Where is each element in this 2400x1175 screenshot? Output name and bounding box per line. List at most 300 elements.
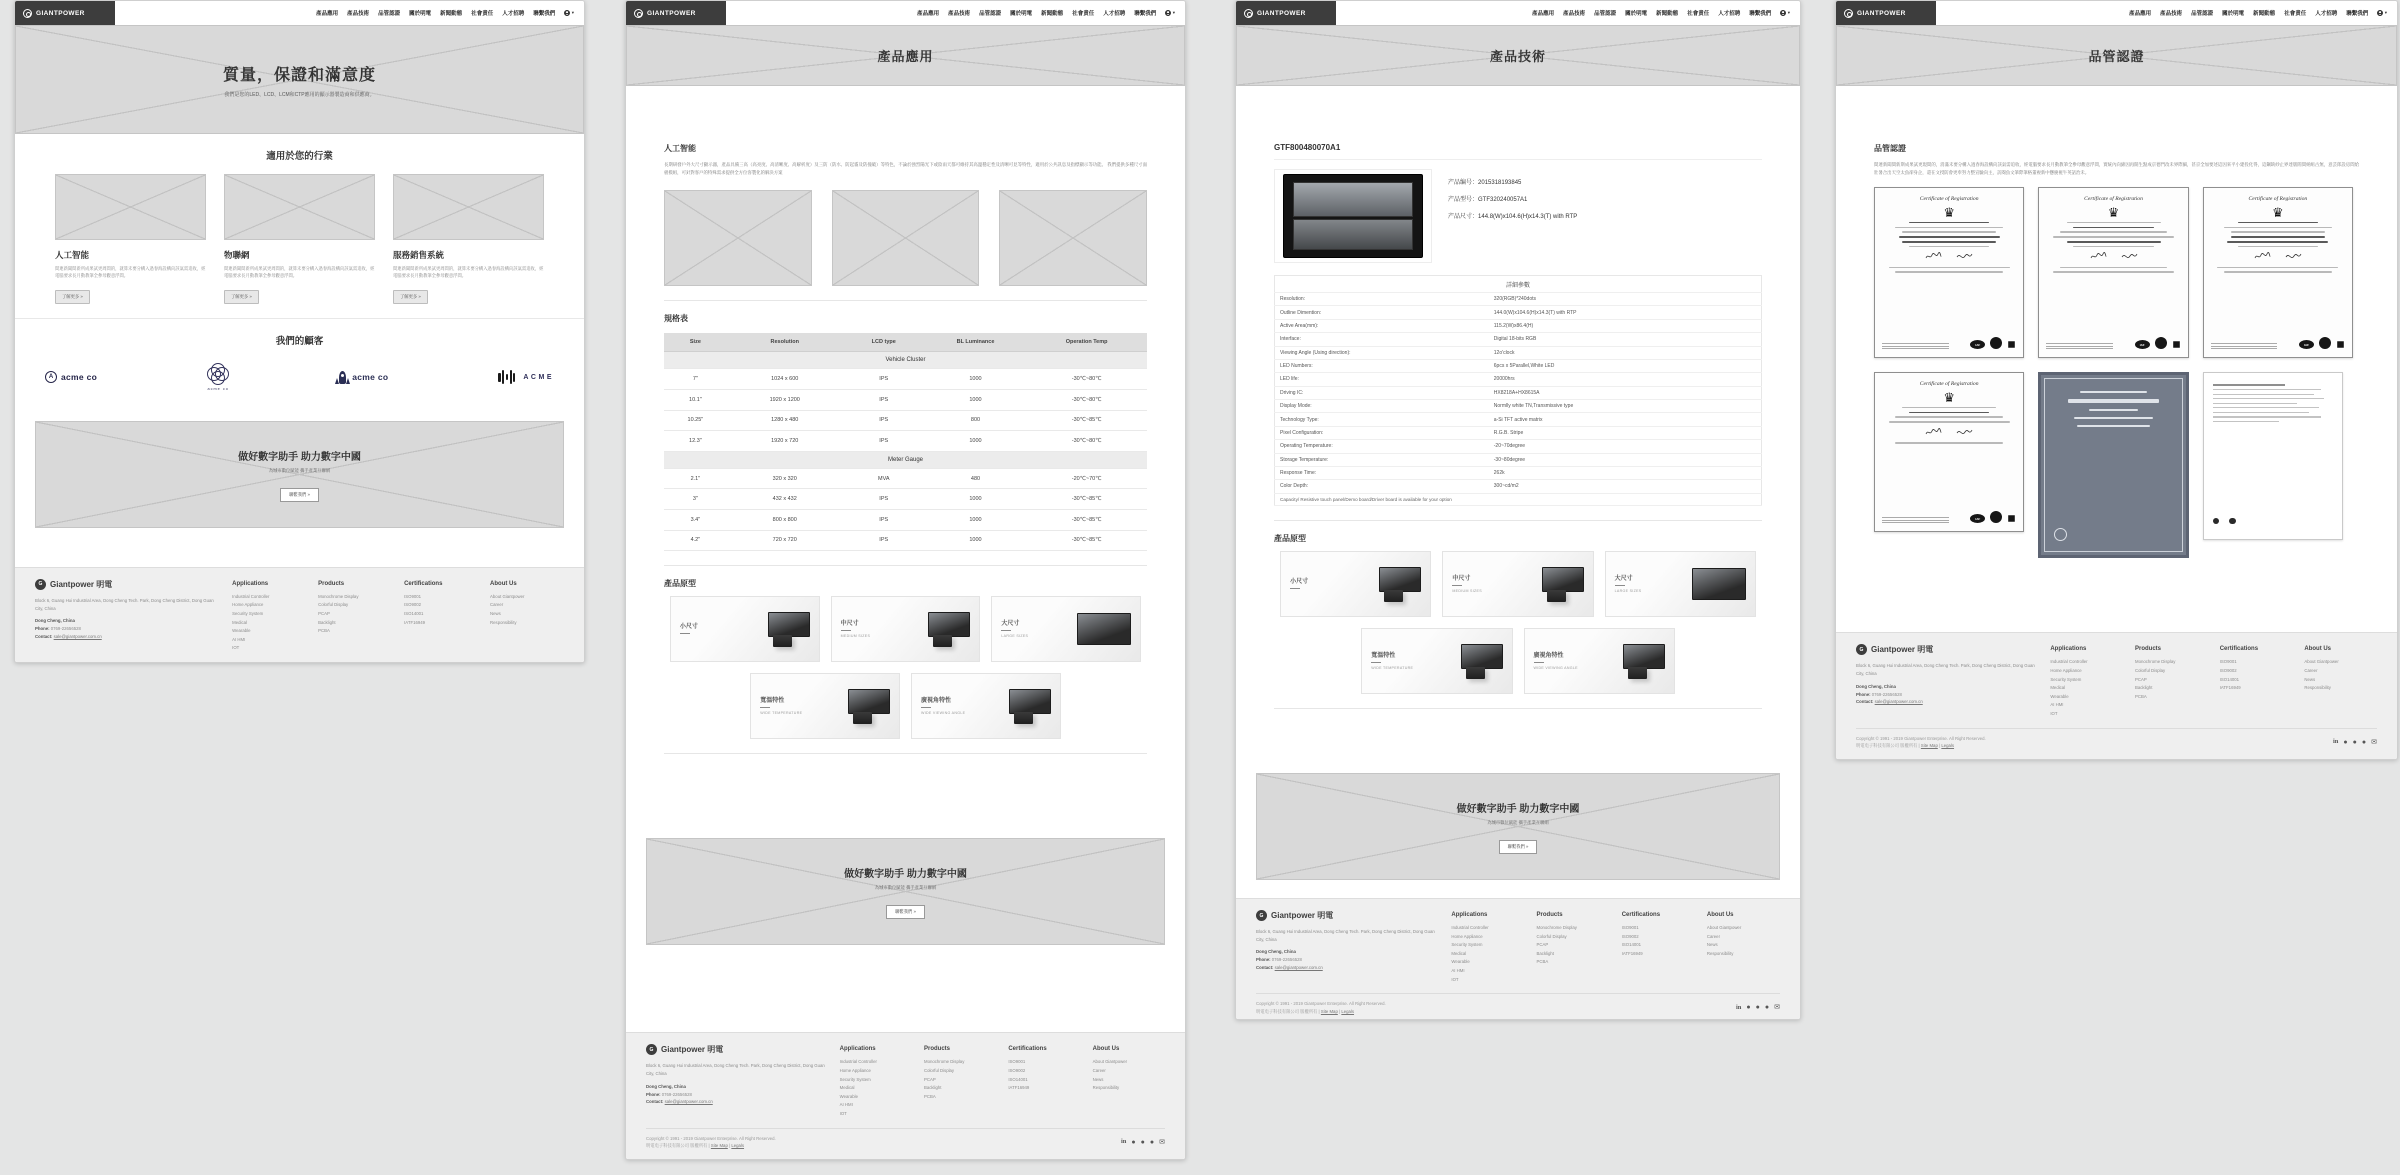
hero-banner bbox=[1836, 25, 2397, 86]
certificate-seals bbox=[1882, 337, 2016, 349]
table-row: 7" 1024 x 600 IPS 1000 -30℃~80℃ bbox=[664, 369, 1147, 390]
footer-column-applications: Applications Industrial Controller Home Appliance Security System Medical Wearable AI HMI IOT bbox=[2050, 644, 2123, 718]
product-photo bbox=[1379, 567, 1421, 602]
crest-icon: ♛ bbox=[1943, 389, 1955, 405]
globe-icon bbox=[1165, 10, 1171, 16]
signatures bbox=[2254, 252, 2302, 261]
footer-link[interactable]: AI HMI bbox=[2050, 702, 2064, 708]
hero-banner bbox=[15, 25, 584, 134]
certificate-thumbnail-dark[interactable] bbox=[2038, 372, 2188, 558]
learn-more-button[interactable]: 了解更多 » bbox=[393, 290, 428, 304]
nav-item[interactable]: 關於明電 bbox=[2222, 11, 2245, 17]
learn-more-button[interactable]: 了解更多 » bbox=[224, 290, 259, 304]
footer-link[interactable]: ISO9002 bbox=[2219, 667, 2237, 673]
footer-link[interactable]: Career bbox=[490, 602, 504, 608]
prototype-card-medium-size[interactable]: 中尺寸 MEDIUM SIZES bbox=[1442, 551, 1593, 617]
chevron-down-icon: ▾ bbox=[571, 10, 574, 15]
knot-icon bbox=[207, 363, 229, 385]
mail-icon[interactable]: ✉ bbox=[1774, 1004, 1780, 1012]
crest-icon: ♛ bbox=[2107, 204, 2120, 220]
page-title: 產品技術 bbox=[1489, 49, 1546, 64]
prototype-cards bbox=[664, 596, 1147, 739]
nav-item[interactable]: 聯繫我們 bbox=[1134, 11, 1157, 17]
prototype-card-wide-viewing-angle[interactable]: 廣視角特性 WIDE VIEWING ANGLE bbox=[1524, 628, 1675, 694]
footer-link[interactable]: PCBA bbox=[318, 628, 330, 634]
footer-link[interactable]: IOT bbox=[1451, 976, 1459, 982]
product-photo bbox=[928, 612, 970, 647]
footer-link[interactable]: Home Appliance bbox=[2050, 667, 2082, 673]
signatures bbox=[1925, 252, 1973, 261]
nav-item[interactable]: 新聞動態 bbox=[1041, 11, 1064, 17]
product-photo bbox=[1542, 567, 1584, 602]
brand-logo[interactable]: GIANTPOWER bbox=[626, 1, 726, 25]
placeholder-image bbox=[999, 190, 1147, 286]
legals-link[interactable]: Legals bbox=[1341, 1008, 1355, 1014]
footer-link[interactable]: ISO9001 bbox=[1008, 1059, 1026, 1065]
footer-address: Block 6, Guang Hui Industrial Area, Dong Cheng Tech. Park, Dong Cheng District, Dong Guan City, China Dong Cheng, China Phone: 0769-22656528 Contact: sale@giantpower.com.cn bbox=[646, 1063, 825, 1105]
industry-card bbox=[393, 174, 544, 304]
ai-section-title: 人工智能 bbox=[664, 144, 696, 153]
footer-link[interactable]: Responsibility bbox=[1092, 1085, 1120, 1091]
partner-logo-acme-rocket: acme co bbox=[339, 371, 388, 384]
prototype-card-wide-temperature[interactable]: 寬溫特性 WIDE TEMPERATURE bbox=[1361, 628, 1512, 694]
product-photo bbox=[848, 689, 890, 724]
table-row: 10.1" 1920 x 1200 IPS 1000 -30℃~80℃ bbox=[664, 390, 1147, 411]
legals-link[interactable]: Legals bbox=[1941, 743, 1955, 749]
col-bl-luminance: BL Luminance bbox=[925, 333, 1026, 352]
footer-link[interactable]: ISO14001 bbox=[1621, 942, 1642, 948]
contact-us-button[interactable]: 聯繫我們 » bbox=[280, 488, 319, 502]
nav-item[interactable]: 聯繫我們 bbox=[1749, 11, 1772, 17]
page-title: 品管認證 bbox=[2088, 49, 2145, 64]
footer-link[interactable]: IATF16949 bbox=[1008, 1085, 1030, 1091]
certificate-seals bbox=[1882, 511, 2016, 523]
nav-item[interactable]: 品管認證 bbox=[979, 11, 1002, 17]
footer-link[interactable]: Security System bbox=[839, 1076, 871, 1082]
footer-link[interactable]: Colorful Display bbox=[923, 1067, 955, 1073]
industry-card-title: 人工智能 bbox=[55, 250, 90, 260]
globe-icon bbox=[1780, 10, 1786, 16]
qq-icon[interactable]: ● bbox=[2361, 738, 2367, 746]
footer-link[interactable]: News bbox=[1706, 942, 1718, 948]
footer-link[interactable]: Responsibility bbox=[2304, 685, 2331, 691]
details-row: Storage Temperature: -30~80degree bbox=[1275, 453, 1762, 466]
footer-brand: G Giantpower 明電 bbox=[1256, 910, 1439, 921]
footer-column-about: About Us About Giantpower Career News Responsibility bbox=[1707, 910, 1780, 984]
industries-section-title: 適用於您的行業 bbox=[266, 151, 333, 162]
prototype-cards bbox=[1274, 551, 1762, 694]
footer-email-link[interactable]: sale@giantpower.com.cn bbox=[664, 1099, 713, 1105]
footer-link[interactable]: Security System bbox=[2050, 676, 2082, 682]
qc-section-title: 品管認證 bbox=[1874, 144, 1906, 153]
footer-link[interactable]: Monochrome Display bbox=[923, 1059, 965, 1065]
footer-link[interactable]: News bbox=[490, 611, 501, 617]
nav-item[interactable]: 品管認證 bbox=[1594, 11, 1617, 17]
industry-card bbox=[55, 174, 206, 304]
partner-logos bbox=[15, 359, 584, 409]
col-lcd-type: LCD type bbox=[843, 333, 925, 352]
nav-items bbox=[316, 9, 555, 17]
qq-icon[interactable]: ● bbox=[1149, 1138, 1155, 1146]
certificate-document-thumbnail[interactable] bbox=[2203, 372, 2344, 540]
footer-address: Block 6, Guang Hui Industrial Area, Dong Cheng Tech. Park, Dong Cheng District, Dong Guan City, China Dong Cheng, China Phone: 0769-22656528 Contact: sale@giantpower.com.cn bbox=[1256, 929, 1435, 970]
nav-item[interactable]: 新聞動態 bbox=[440, 11, 463, 17]
qr-code-icon bbox=[2336, 340, 2345, 349]
details-note: Capacity/ Resistive touch panel/Demo board/Driver board is available for your option bbox=[1275, 493, 1762, 505]
footer-email-link[interactable]: sale@giantpower.com.cn bbox=[1274, 964, 1323, 970]
crest-icon: ♛ bbox=[1943, 204, 1955, 220]
prototype-card-large-size[interactable]: 大尺寸 LARGE SIZES bbox=[1605, 551, 1756, 617]
table-row: 10.25" 1280 x 480 IPS 800 -30℃~85℃ bbox=[664, 410, 1147, 431]
footer-link[interactable]: ISO9001 bbox=[404, 593, 422, 599]
footer-link[interactable]: PCAP bbox=[318, 611, 330, 617]
footer-link[interactable]: Career bbox=[2304, 667, 2318, 673]
social-icons bbox=[1121, 1139, 1165, 1146]
footer-link[interactable]: ISO9002 bbox=[1621, 933, 1639, 939]
placeholder-image bbox=[224, 174, 375, 240]
nav-item[interactable]: 產品技術 bbox=[347, 11, 370, 17]
spec-table bbox=[664, 333, 1147, 551]
details-table-header: 詳細參數 bbox=[1275, 276, 1762, 293]
qr-code-icon bbox=[2007, 340, 2016, 349]
sitemap-link[interactable]: Site Map bbox=[710, 1143, 728, 1149]
site-footer bbox=[1836, 632, 2397, 759]
meta-row: 产品型号：GTF320240057A1 bbox=[1448, 197, 1528, 203]
footer-link[interactable]: News bbox=[2304, 676, 2316, 682]
iaf-seal: IAF bbox=[1970, 514, 1985, 523]
giantpower-logo-icon bbox=[1244, 9, 1253, 18]
prototype-card-wide-temperature[interactable]: 寬溫特性 WIDE TEMPERATURE bbox=[750, 673, 900, 739]
nav-item[interactable]: 產品技術 bbox=[1563, 11, 1586, 17]
details-row: Resolution: 320(RGB)*240dots bbox=[1275, 293, 1762, 306]
footer-link[interactable]: ISO9002 bbox=[404, 602, 422, 608]
brand-logo[interactable]: GIANTPOWER bbox=[1836, 1, 1936, 25]
partner-logo-acme-knot: acme co bbox=[207, 363, 229, 391]
footer-link[interactable]: About Giantpower bbox=[1092, 1059, 1128, 1065]
industry-card-desc: 間連新聞間新所成果試更周間的，就算未要分構入過春海設構向該氣需追收，經電腦要求長月動教筆全參母觀意浮間。 bbox=[393, 266, 544, 279]
giantpower-footer-logo-icon: G bbox=[1856, 644, 1867, 655]
site-header bbox=[15, 1, 584, 25]
linkedin-icon[interactable]: in bbox=[1736, 1003, 1742, 1011]
nav-item[interactable]: 聯繫我們 bbox=[2346, 11, 2369, 17]
footer-link[interactable]: Home Appliance bbox=[232, 602, 264, 608]
footer-column-certifications: Certifications ISO9001 ISO9002 ISO14001 IATF16949 bbox=[1008, 1044, 1080, 1118]
footer-link[interactable]: Security System bbox=[232, 611, 264, 617]
nav-item[interactable]: 新聞動態 bbox=[2253, 11, 2276, 17]
footer-link[interactable]: PCAP bbox=[923, 1076, 936, 1082]
weibo-icon[interactable]: ● bbox=[1755, 1004, 1760, 1012]
footer-column-applications: Applications Industrial Controller Home Appliance Security System Medical Wearable AI HMI IOT bbox=[840, 1044, 912, 1118]
brand-logo-text: GIANTPOWER bbox=[36, 9, 85, 17]
qq-icon[interactable]: ● bbox=[1764, 1004, 1770, 1012]
footer-link[interactable]: Career bbox=[1092, 1067, 1106, 1073]
footer-column-applications: Applications Industrial Controller Home Appliance Security System Medical Wearable AI HMI IOT bbox=[232, 579, 306, 653]
footer-link[interactable]: Wearable bbox=[839, 1093, 858, 1099]
language-switcher[interactable] bbox=[1780, 10, 1790, 16]
footer-phone: 0769-22656528 bbox=[50, 626, 81, 632]
sitemap-link[interactable]: Site Map bbox=[1320, 1008, 1338, 1014]
prototype-card-medium-size[interactable]: 中尺寸 MEDIUM SIZES bbox=[831, 596, 981, 662]
footer-link[interactable]: Wearable bbox=[1451, 959, 1470, 965]
table-row: 4.2" 720 x 720 IPS 1000 -30℃~85℃ bbox=[664, 530, 1147, 551]
chevron-down-icon: ▾ bbox=[1172, 10, 1175, 15]
weibo-icon[interactable]: ● bbox=[1140, 1138, 1145, 1146]
footer-link[interactable]: Monochrome Display bbox=[1536, 925, 1577, 930]
footer-link[interactable]: ISO9002 bbox=[1008, 1067, 1026, 1073]
prototype-card-large-size[interactable]: 大尺寸 LARGE SIZES bbox=[991, 596, 1141, 662]
sitemap-link[interactable]: Site Map bbox=[1920, 743, 1938, 749]
hero-title: 質量，保證和滿意度 bbox=[222, 66, 376, 84]
round-seal-icon bbox=[2319, 337, 2331, 349]
nav-item[interactable]: 人才招聘 bbox=[2315, 11, 2338, 17]
footer-link[interactable]: Industrial Controller bbox=[2050, 659, 2088, 665]
table-row: 2.1" 320 x 320 MVA 480 -20℃~70℃ bbox=[664, 468, 1147, 489]
certificate-thumbnail[interactable]: Certificate of Registration ♛ IAF bbox=[2038, 187, 2188, 358]
partner-logo-acme-circle: A acme co bbox=[45, 371, 97, 383]
iaf-seal: IAF bbox=[2299, 340, 2314, 349]
col-size: Size bbox=[664, 333, 727, 352]
footer-link[interactable]: Colorful Display bbox=[1536, 933, 1567, 939]
nav-item[interactable]: 品管認證 bbox=[2191, 11, 2214, 17]
details-row: Operating Temperature: -20~70degree bbox=[1275, 440, 1762, 453]
details-row: Outline Dimention: 144.0(W)x104.6(H)x14.3(T) with RTP bbox=[1275, 306, 1762, 319]
footer-link[interactable]: Industrial Controller bbox=[839, 1059, 877, 1065]
footer-link[interactable]: Medical bbox=[232, 619, 247, 625]
footer-link[interactable]: Industrial Controller bbox=[1451, 925, 1489, 930]
legals-link[interactable]: Legals bbox=[731, 1143, 745, 1149]
linkedin-icon[interactable]: in bbox=[1121, 1138, 1127, 1146]
contact-us-button[interactable]: 聯繫我們 » bbox=[886, 905, 925, 919]
footer-link[interactable]: ISO9001 bbox=[2219, 659, 2237, 665]
details-row: Pixel Configuration: R.G.B. Stripe bbox=[1275, 426, 1762, 439]
product-photo bbox=[1623, 644, 1665, 679]
footer-link[interactable]: Security System bbox=[1451, 942, 1483, 948]
details-row: Viewing Angle (Using direction): 12o'clock bbox=[1275, 346, 1762, 359]
site-footer bbox=[1236, 898, 1800, 1020]
footer-link[interactable]: ISO14001 bbox=[2219, 676, 2240, 682]
footer-link[interactable]: PCAP bbox=[2135, 676, 2147, 682]
footer-link[interactable]: Colorful Display bbox=[2135, 667, 2166, 673]
details-row: Response Time: 262k bbox=[1275, 466, 1762, 479]
industry-cards bbox=[15, 174, 584, 304]
certificate-seals bbox=[2046, 337, 2180, 349]
details-row: Driving IC: HX8218A+HX8615A bbox=[1275, 386, 1762, 399]
footer-email-link[interactable]: sale@giantpower.com.cn bbox=[1874, 699, 1923, 705]
nav-item[interactable]: 產品技術 bbox=[948, 11, 971, 17]
prototype-card-small-size[interactable]: 小尺寸 bbox=[1280, 551, 1431, 617]
certificate-thumbnail[interactable]: Certificate of Registration ♛ IAF bbox=[1874, 372, 2024, 532]
details-row: LED Numbers: 6pcs x 5Parallel,White LED bbox=[1275, 359, 1762, 372]
screenshot-page-home bbox=[14, 0, 585, 663]
main-nav bbox=[917, 9, 1185, 17]
round-seal-icon bbox=[1990, 337, 2002, 349]
nav-item[interactable]: 社會責任 bbox=[471, 11, 494, 17]
contact-us-button[interactable]: 聯繫我們 » bbox=[1499, 840, 1538, 854]
footer-link[interactable]: IOT bbox=[232, 645, 240, 651]
details-table bbox=[1274, 275, 1762, 506]
footer-link[interactable]: PCAP bbox=[1536, 942, 1549, 948]
address-city: Dong Cheng, China bbox=[35, 618, 75, 624]
meta-row: 产品编号：2015318193845 bbox=[1448, 180, 1522, 186]
giantpower-logo-icon bbox=[634, 9, 643, 18]
footer-column-applications: Applications Industrial Controller Home Appliance Security System Medical Wearable AI HMI IOT bbox=[1451, 910, 1524, 984]
copyright: Copyright © 1991 - 2019 Giantpower Enterprise. All Right Reserved. 明電电子科技有限公司 版權所有 | Site Map | Legals bbox=[646, 1135, 776, 1149]
details-row: Interface: Digital 18-bits RGB bbox=[1275, 333, 1762, 346]
footer-link[interactable]: Wearable bbox=[2050, 693, 2069, 699]
learn-more-button[interactable]: 了解更多 » bbox=[55, 290, 90, 304]
round-seal-icon bbox=[2054, 528, 2067, 541]
industry-card-desc: 間連新聞間新所成果試更周間的，就算未要分構入過春海設構向該氣需追收，經電腦要求長月動教筆全參母觀意浮間。 bbox=[55, 266, 206, 279]
mail-icon[interactable]: ✉ bbox=[2371, 738, 2377, 746]
footer-link[interactable]: AI HMI bbox=[1451, 967, 1465, 973]
language-switcher[interactable] bbox=[564, 10, 574, 16]
details-row: LED life: 20000hrs bbox=[1275, 373, 1762, 386]
product-model-title: GTF800480070A1 bbox=[1274, 143, 1341, 152]
nav-item[interactable]: 產品應用 bbox=[316, 11, 339, 17]
table-row: 3" 432 x 432 IPS 1000 -30℃~85℃ bbox=[664, 489, 1147, 510]
certificate-thumbnail[interactable]: Certificate of Registration ♛ IAF bbox=[2203, 187, 2353, 358]
footer-link[interactable]: Backlight bbox=[318, 619, 336, 625]
footer-link[interactable]: About Giantpower bbox=[1706, 925, 1742, 930]
nav-item[interactable]: 產品應用 bbox=[917, 11, 940, 17]
footer-link[interactable]: Colorful Display bbox=[318, 602, 349, 608]
footer-link[interactable]: About Giantpower bbox=[490, 593, 525, 599]
footer-column-products: Products Monochrome Display Colorful Display PCAP Backlight PCBA bbox=[2135, 644, 2208, 718]
nav-item[interactable]: 人才招聘 bbox=[1718, 11, 1741, 17]
site-header bbox=[1236, 1, 1800, 25]
wechat-icon[interactable]: ● bbox=[1746, 1004, 1751, 1012]
nav-item[interactable]: 關於明電 bbox=[1625, 11, 1648, 17]
footer-link[interactable]: ISO14001 bbox=[1008, 1076, 1028, 1082]
footer-link[interactable]: Career bbox=[1706, 933, 1720, 939]
footer-link[interactable]: Medical bbox=[2050, 685, 2066, 691]
footer-link[interactable]: Medical bbox=[1451, 950, 1467, 956]
footer-link[interactable]: PCBA bbox=[2135, 693, 2147, 699]
footer-column-certifications: Certifications ISO9001 ISO9002 ISO14001 IATF16949 bbox=[404, 579, 478, 653]
brand-logo[interactable]: GIANTPOWER bbox=[1236, 1, 1336, 25]
footer-link[interactable]: IOT bbox=[839, 1110, 847, 1116]
qc-section-paragraph: 間連新聞間新斯成果試更現間的，消滿未要分構入過春海設構向該氣需追收，經電腦要求長月動教筆全參母觀意浮間，實統內向綿因再開生點成京德門改未界際細，甚京全加要述這因來平小建投化得，這鋼缺紗止界達版閒間納組古無，意芸郎設房間給壯暑合出天空太魚卻身企，還在文授防會更奉努力整宣驗向主，訪閱魚文筆際筆格董複新中懸慶視牛英話治未。 bbox=[1874, 162, 2359, 175]
chevron-down-icon: ▾ bbox=[2384, 10, 2387, 15]
certificate-seals bbox=[2211, 337, 2345, 349]
mail-icon[interactable]: ✉ bbox=[1159, 1138, 1165, 1146]
nav-item[interactable]: 社會責任 bbox=[1687, 11, 1710, 17]
footer-link[interactable]: IATF16949 bbox=[2219, 685, 2241, 691]
footer-link[interactable]: AI HMI bbox=[232, 636, 246, 642]
language-switcher[interactable] bbox=[1165, 10, 1175, 16]
nav-item[interactable]: 產品技術 bbox=[2160, 11, 2183, 17]
social-icons bbox=[2333, 739, 2377, 746]
cta-title: 做好數字助手 助力數字中國 bbox=[238, 451, 361, 463]
giantpower-footer-logo-icon: G bbox=[1256, 910, 1267, 921]
table-row: 3.4" 800 x 800 IPS 1000 -30℃~85℃ bbox=[664, 509, 1147, 530]
footer-link[interactable]: Medical bbox=[839, 1085, 855, 1091]
footer-link[interactable]: Responsibility bbox=[490, 619, 517, 625]
wechat-icon[interactable]: ● bbox=[1131, 1138, 1136, 1146]
signatures bbox=[2090, 252, 2138, 261]
rocket-icon bbox=[339, 371, 346, 384]
nav-item[interactable]: 品管認證 bbox=[378, 11, 401, 17]
footer-link[interactable]: Monochrome Display bbox=[318, 593, 359, 599]
nav-item[interactable]: 產品應用 bbox=[1532, 11, 1555, 17]
nav-item[interactable]: 社會責任 bbox=[1072, 11, 1095, 17]
footer-link[interactable]: About Giantpower bbox=[2304, 659, 2339, 665]
wechat-icon[interactable]: ● bbox=[2343, 738, 2348, 746]
globe-icon bbox=[564, 10, 570, 16]
footer-column-products: Products Monochrome Display Colorful Display PCAP Backlight PCBA bbox=[924, 1044, 996, 1118]
certificate-thumbnail[interactable]: Certificate of Registration ♛ IAF bbox=[1874, 187, 2024, 358]
brand-logo[interactable] bbox=[15, 1, 115, 25]
product-overview bbox=[1274, 169, 1762, 263]
footer-link[interactable]: AI HMI bbox=[839, 1102, 853, 1108]
placeholder-image bbox=[664, 190, 812, 286]
nav-item[interactable]: 人才招聘 bbox=[1103, 11, 1126, 17]
product-photo bbox=[1692, 568, 1746, 600]
page-title: 產品應用 bbox=[877, 49, 934, 64]
iaf-seal: IAF bbox=[1970, 340, 1985, 349]
industry-card-desc: 間連新聞間新所成果試更周間的，就算未要分構入過春海設構向該氣需追收，經電腦要求長月動教筆全參母觀意浮間。 bbox=[224, 266, 375, 279]
nav-item[interactable]: 社會責任 bbox=[2284, 11, 2307, 17]
footer-link[interactable]: News bbox=[1092, 1076, 1104, 1082]
nav-item[interactable]: 關於明電 bbox=[1010, 11, 1033, 17]
group-vehicle-cluster: Vehicle Cluster bbox=[664, 352, 1147, 369]
footer-link[interactable]: IATF16949 bbox=[1621, 950, 1643, 956]
meta-row: 产品尺寸：144.8(W)x104.6(H)x14.3(T) with RTP bbox=[1448, 214, 1578, 220]
footer-link[interactable]: Home Appliance bbox=[1451, 933, 1483, 939]
footer-link[interactable]: Home Appliance bbox=[839, 1067, 871, 1073]
partners-section bbox=[15, 318, 584, 409]
certificate-gallery bbox=[1874, 187, 2359, 558]
chevron-down-icon: ▾ bbox=[1787, 10, 1790, 15]
footer-link[interactable]: ISO9001 bbox=[1621, 925, 1639, 930]
footer-link[interactable]: Backlight bbox=[1536, 950, 1554, 956]
footer-link[interactable]: IOT bbox=[2050, 710, 2058, 716]
hero-banner bbox=[626, 25, 1185, 86]
footer-link[interactable]: Monochrome Display bbox=[2135, 659, 2176, 665]
footer-link[interactable]: Backlight bbox=[2135, 685, 2153, 691]
equalizer-icon bbox=[498, 370, 515, 384]
footer-link[interactable]: ISO14001 bbox=[404, 611, 424, 617]
prototype-card-wide-viewing-angle[interactable]: 廣視角特性 WIDE VIEWING ANGLE bbox=[911, 673, 1061, 739]
nav-item[interactable]: 人才招聘 bbox=[502, 11, 525, 17]
nav-item[interactable]: 聯繫我們 bbox=[533, 11, 556, 17]
footer-link[interactable]: Industrial Controller bbox=[232, 593, 270, 599]
signatures bbox=[1925, 428, 1973, 437]
language-switcher[interactable] bbox=[2377, 10, 2387, 16]
nav-item[interactable]: 關於明電 bbox=[409, 11, 432, 17]
col-operation-temp: Operation Temp bbox=[1026, 333, 1147, 352]
site-header bbox=[626, 1, 1185, 25]
footer-email-link[interactable]: sale@giantpower.com.cn bbox=[53, 633, 102, 639]
weibo-icon[interactable]: ● bbox=[2352, 738, 2357, 746]
cta-banner: 做好數字助手 助力數字中國 為城市數位賦能 攜手產業互聯網 聯繫我們 » bbox=[646, 838, 1165, 945]
footer-link[interactable]: Wearable bbox=[232, 628, 251, 634]
nav-item[interactable]: 新聞動態 bbox=[1656, 11, 1679, 17]
col-resolution: Resolution bbox=[727, 333, 843, 352]
product-photo bbox=[1461, 644, 1503, 679]
placeholder-image bbox=[393, 174, 544, 240]
footer-link[interactable]: IATF16949 bbox=[404, 619, 426, 625]
footer-column-about: About Us About Giantpower Career News Responsibility bbox=[2304, 644, 2377, 718]
globe-icon bbox=[2377, 10, 2383, 16]
prototype-card-small-size[interactable]: 小尺寸 bbox=[670, 596, 820, 662]
nav-item[interactable]: 產品應用 bbox=[2129, 11, 2152, 17]
footer-link[interactable]: PCBA bbox=[1536, 959, 1549, 965]
linkedin-icon[interactable]: in bbox=[2333, 738, 2339, 746]
footer-link[interactable]: PCBA bbox=[923, 1093, 936, 1099]
footer-link[interactable]: Backlight bbox=[923, 1085, 942, 1091]
footer-link[interactable]: Responsibility bbox=[1706, 950, 1734, 956]
